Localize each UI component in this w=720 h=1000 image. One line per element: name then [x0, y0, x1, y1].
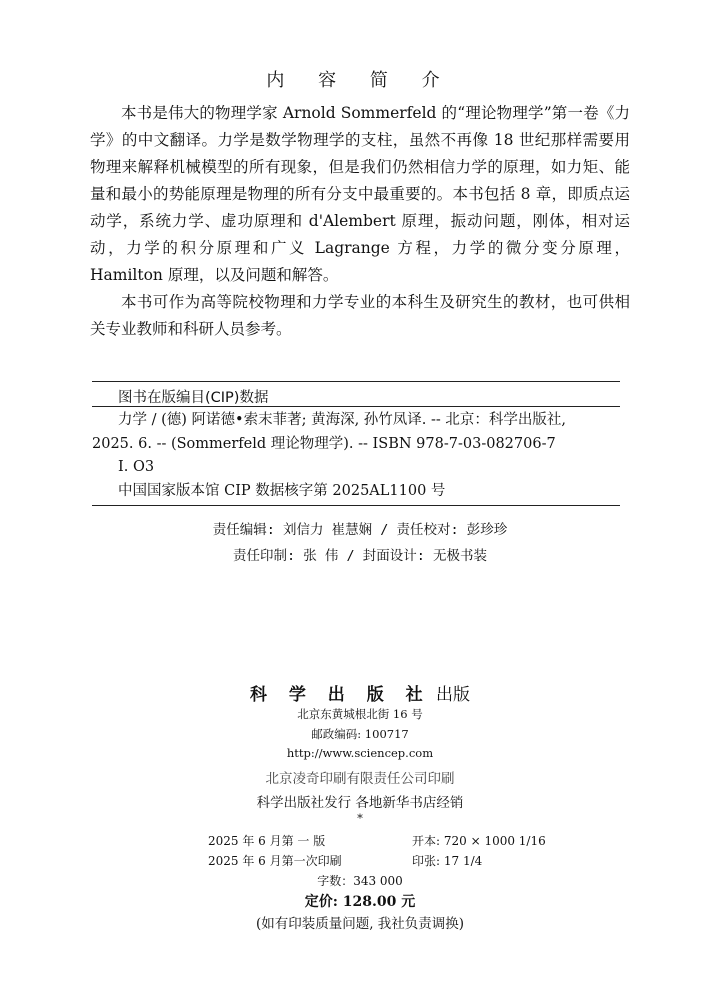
publisher-postcode: 邮政编码: 100717 [311, 727, 409, 741]
format-info: 开本: 720 × 1000 1/16 [412, 834, 546, 848]
publisher-website: http://www.sciencep.com [286, 746, 434, 760]
cip-title: 图书在版编目(CIP)数据 [118, 390, 269, 406]
edition-info: 2025 年 6 月第 一 版 [208, 834, 326, 848]
cip-line-2: 2025. 6. -- (Sommerfeld 理论物理学). -- ISBN 978-7-03-082706-7 [92, 435, 556, 452]
printer-info: 北京凌奇印刷有限责任公司印刷 [265, 771, 455, 787]
distribution-info: 科学出版社发行 各地新华书店经销 [256, 795, 464, 811]
word-count: 字数：343 000 [317, 874, 403, 888]
publisher-suffix: 出版 [436, 685, 471, 705]
publisher-address: 北京东黄城根北街 16 号 [297, 707, 423, 721]
publisher-name [0, 680, 720, 705]
quality-note: (如有印装质量问题, 我社负责调换) [255, 916, 465, 932]
price: 定价: 128.00 元 [304, 894, 416, 910]
cip-line-4: 中国国家版本馆 CIP 数据核字第 2025AL1100 号 [118, 482, 446, 499]
editor-credits-1: 责任编辑: 刘信力 崔慧娴 / 责任校对: 彭珍珍 [212, 522, 508, 538]
sheets-info: 印张: 17 1/4 [412, 854, 483, 868]
cip-line-3: Ⅰ. O3 [118, 459, 155, 475]
cip-top-rule [92, 381, 620, 382]
cip-bottom-rule [92, 505, 620, 506]
summary-paragraph-1: 本书是伟大的物理学家 Arnold Sommerfeld 的“理论物理学”第一卷《力学》的中文翻译。力学是数学物理学的支柱，虽然不再像 18 世纪那样需要用物理来解释机械模型的所有现象，但是我们仍然相信力学的原理，如力矩、能量和最小的势能原理是物理的所有分支中最重要的。本书包括 8 章，即质点运动学，系统力学、虚功原理和 d'Alembert 原理，振动问题，刚体，相对运动，力学的积分原理和广义 Lagrange 方程，力学的微分变分原理，Hamilton 原理，以及问题和解答。 [90, 104, 630, 284]
page-heading: 内 容 简 介 [266, 70, 454, 91]
separator-star: * [357, 811, 363, 825]
cip-record [92, 409, 628, 503]
summary-paragraph-2: 本书可作为高等院校物理和力学专业的本科生及研究生的教材，也可供相关专业教师和科研人员参考。 [90, 293, 630, 338]
editor-credits-2: 责任印制: 张 伟 / 封面设计: 无极书装 [232, 548, 488, 564]
content-summary [90, 100, 630, 343]
publisher-logo-text: 科 学 出 版 社 [249, 685, 431, 705]
cip-line-1: 力学 / (德) 阿诺德•索末菲著; 黄海深, 孙竹凤译. -- 北京：科学出版社, [118, 412, 567, 428]
cip-title-rule [92, 406, 620, 407]
printing-info: 2025 年 6 月第一次印刷 [208, 854, 342, 868]
